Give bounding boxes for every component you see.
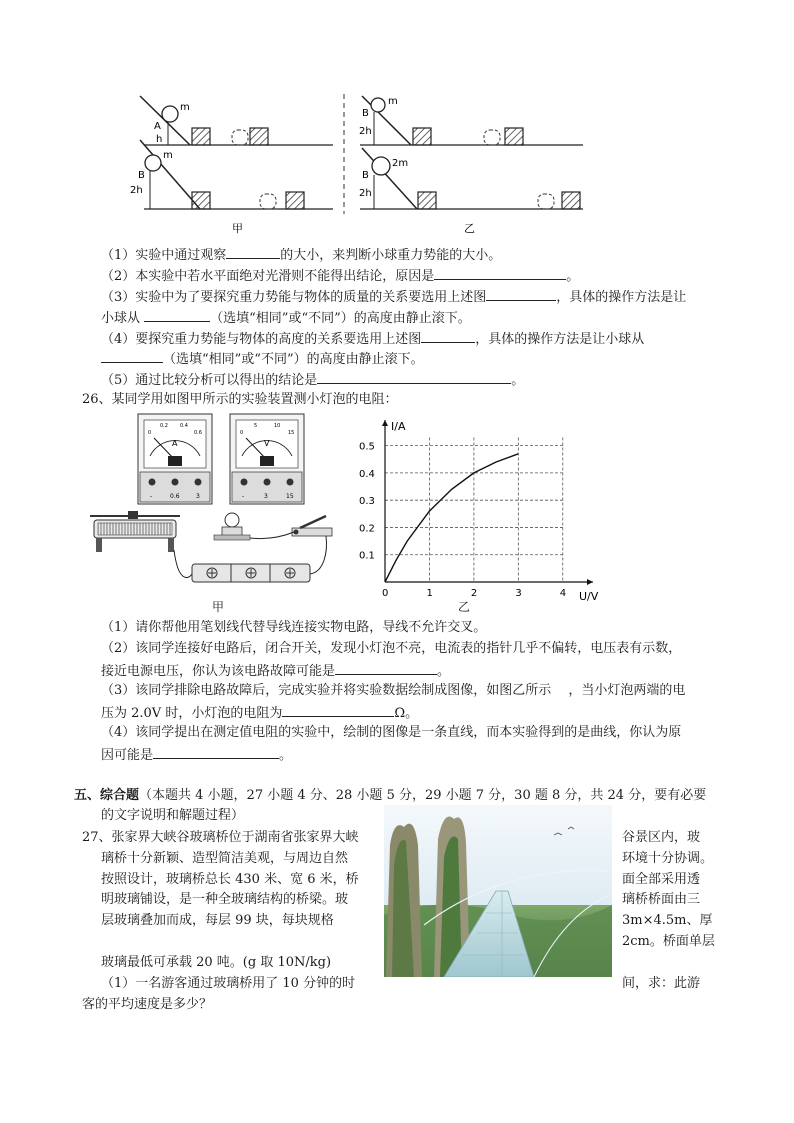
- label-a: A: [154, 121, 161, 132]
- y-tick-label-1: 0.2: [359, 523, 375, 535]
- ammeter-terminal-0: -: [150, 493, 153, 500]
- label-b-left: B: [138, 170, 145, 181]
- blank-q26-4[interactable]: [153, 744, 279, 759]
- circuit-apparatus-figure: [88, 412, 338, 598]
- ammeter-scale-2: 0.4: [180, 423, 188, 429]
- section5-heading: 五、综合题: [74, 788, 140, 803]
- q27-line2-right: 环境十分协调。: [622, 851, 714, 866]
- q25-sub5: （5）通过比较分析可以得出的结论是 。: [101, 369, 524, 391]
- q27-line7-left: 玻璃最低可承载 20 吨。(g 取 10N/kg): [101, 955, 332, 970]
- q25-sub1: （1）实验中通过观察 的大小，来判断小球重力势能的大小。: [101, 244, 501, 266]
- x-tick-label-3: 3: [515, 588, 522, 599]
- y-tick-label-3: 0.4: [359, 468, 375, 480]
- ammeter-scale-3: 0.6: [194, 430, 202, 436]
- fig26-caption-right: 乙: [458, 600, 471, 614]
- label-2m: 2m: [392, 158, 409, 169]
- x-tick-label-4: 4: [559, 588, 567, 599]
- label-b-right-top: B: [362, 108, 369, 119]
- label-m-right: m: [388, 96, 398, 107]
- q26-sub3: （3）该同学排除电路故障后，完成实验并将实验数据绘制成图像，如图乙所示 ，当小灯泡两端的电: [101, 683, 686, 698]
- q27-line1-left: 27、张家界大峡谷玻璃桥位于湖南省张家界大峡: [82, 830, 359, 845]
- rheostat: [90, 511, 180, 552]
- ammeter-scale-0: 0: [148, 430, 152, 436]
- glass-bridge-photo: [384, 805, 612, 977]
- x-axis-arrow: [587, 579, 593, 585]
- voltmeter-terminal-2: 15: [286, 493, 294, 500]
- section5-header: [74, 786, 706, 806]
- ammeter: [138, 414, 212, 504]
- q26-sub1: （1）请你帮他用笔划线代替导线连接实物电路，导线不允许交叉。: [101, 620, 487, 635]
- label-2h-right-top: 2h: [359, 126, 372, 137]
- voltmeter-label: V: [264, 439, 270, 448]
- q27-line1-right: 谷景区内，玻: [622, 830, 701, 845]
- q27-line3-right: 面全部采用透: [622, 872, 701, 887]
- y-tick-label-4: 0.5: [359, 441, 375, 453]
- blank-q25-4b[interactable]: [101, 348, 163, 363]
- blank-q25-1[interactable]: [226, 244, 280, 259]
- voltmeter-scale-2: 10: [274, 423, 281, 429]
- blank-q25-5[interactable]: [317, 369, 511, 384]
- blank-q26-3[interactable]: [282, 702, 394, 717]
- q27-line2-left: 璃桥十分新颖、造型简洁美观，与周边自然: [101, 851, 349, 866]
- label-m: m: [180, 102, 190, 113]
- voltmeter-scale-3: 15: [288, 430, 295, 436]
- chart-ticks: [359, 442, 566, 599]
- x-tick-label-0: 0: [382, 588, 389, 599]
- iu-chart: [350, 412, 600, 612]
- q27-line5-right: 3m×4.5m、厚: [622, 913, 713, 928]
- ramp-left-bottom: [130, 140, 333, 209]
- chart-xlabel: U/V: [579, 590, 599, 603]
- q25-sub3-cont: 小球从 （选填“相同”或“不同”）的高度由静止滚下。: [101, 307, 471, 329]
- ammeter-terminal-1: 0.6: [170, 493, 180, 500]
- ramp-right-bottom: [359, 148, 583, 209]
- light-bulb: [214, 513, 250, 540]
- blank-q26-2[interactable]: [335, 660, 437, 675]
- chart-grid: [385, 437, 563, 582]
- q26-sub4-cont: 因可能是 。: [101, 744, 292, 766]
- q26-sub2: （2）该同学连接好电路后，闭合开关，发现小灯泡不亮，电流表的指针几乎不偏转，电压表有示数，: [101, 641, 682, 656]
- q25-sub2: （2）本实验中若水平面绝对光滑则不能得出结论，原因是 。: [101, 265, 579, 287]
- switch: [292, 516, 332, 536]
- label-2h-right-bottom: 2h: [359, 188, 372, 199]
- voltmeter: [230, 414, 304, 504]
- q26-sub3-cont: 压为 2.0V 时，小灯泡的电阻为 Ω。: [101, 702, 418, 724]
- fig25-caption-left: 甲: [232, 222, 243, 235]
- label-h: h: [156, 134, 163, 145]
- q27-line8-right: 间，求：此游: [622, 976, 701, 991]
- blank-q25-4a[interactable]: [421, 328, 475, 343]
- ramp-left-top: [140, 96, 333, 145]
- x-tick-label-2: 2: [470, 588, 478, 599]
- q25-sub4-cont: （选填“相同”或“不同”）的高度由静止滚下。: [101, 348, 424, 370]
- fig25-caption-right: 乙: [464, 222, 475, 235]
- q27-line6-right: 2cm。桥面单层: [622, 934, 715, 949]
- label-b-right-bottom: B: [362, 170, 369, 181]
- y-axis-arrow: [382, 420, 388, 426]
- q27-line9-left: 客的平均速度是多少？: [82, 997, 213, 1012]
- q27-line4-right: 璃桥桥面由三: [622, 892, 701, 907]
- fig26-caption-left: 甲: [212, 600, 225, 614]
- q27-line4-left: 明玻璃铺设，是一种全玻璃结构的桥梁。玻: [101, 892, 349, 907]
- ammeter-scale-1: 0.2: [160, 423, 168, 429]
- chart-axes: [382, 420, 593, 585]
- q26-sub4: （4）该同学提出在测定值电阻的实验中，绘制的图像是一条直线，而本实验得到的是曲线，你认为原: [101, 725, 682, 740]
- section5-desc: （本题共 4 小题，27 小题 4 分、28 小题 5 分，29 小题 7 分，30 题 8 分，共 24 分，要有必要: [139, 788, 707, 803]
- q26-sub2-cont: 接近电源电压，你认为该电路故障可能是 。: [101, 660, 450, 682]
- blank-q25-2[interactable]: [434, 265, 566, 280]
- q25-sub4: （4）要探究重力势能与物体的高度的关系要选用上述图 ，具体的操作方法是让小球从: [101, 328, 644, 350]
- ammeter-terminal-2: 3: [196, 493, 200, 500]
- q27-line5-left: 层玻璃叠加而成，每层 99 块，每块规格: [101, 913, 334, 928]
- label-m-lower: m: [163, 150, 173, 161]
- voltmeter-terminal-1: 3: [264, 493, 268, 500]
- x-tick-label-1: 1: [426, 588, 433, 599]
- blank-q25-3a[interactable]: [486, 286, 556, 301]
- blank-q25-3b[interactable]: [144, 307, 210, 322]
- ramp-experiment-figure: [128, 92, 598, 237]
- y-tick-label-2: 0.3: [359, 496, 375, 508]
- q27-line8-left: （1）一名游客通过玻璃桥用了 10 分钟的时: [101, 976, 356, 991]
- label-2h-left: 2h: [130, 185, 143, 196]
- voltmeter-scale-1: 5: [254, 423, 258, 429]
- ramp-right-top: [359, 96, 583, 145]
- section5-desc-cont: 的文字说明和解题过程）: [101, 808, 245, 823]
- ammeter-label: A: [172, 439, 178, 448]
- chart-ylabel: I/A: [391, 420, 406, 433]
- voltmeter-terminal-0: -: [242, 493, 245, 500]
- battery-pack: [192, 564, 310, 582]
- q27-line3-left: 按照设计，玻璃桥总长 430 米、宽 6 米，桥: [101, 872, 359, 887]
- y-tick-label-0: 0.1: [359, 550, 375, 562]
- q25-sub3: （3）实验中为了要探究重力势能与物体的质量的关系要选用上述图 ，具体的操作方法是让: [101, 286, 686, 308]
- q26-title: 26、某同学用如图甲所示的实验装置测小灯泡的电阻：: [82, 392, 398, 407]
- voltmeter-scale-0: 0: [240, 430, 244, 436]
